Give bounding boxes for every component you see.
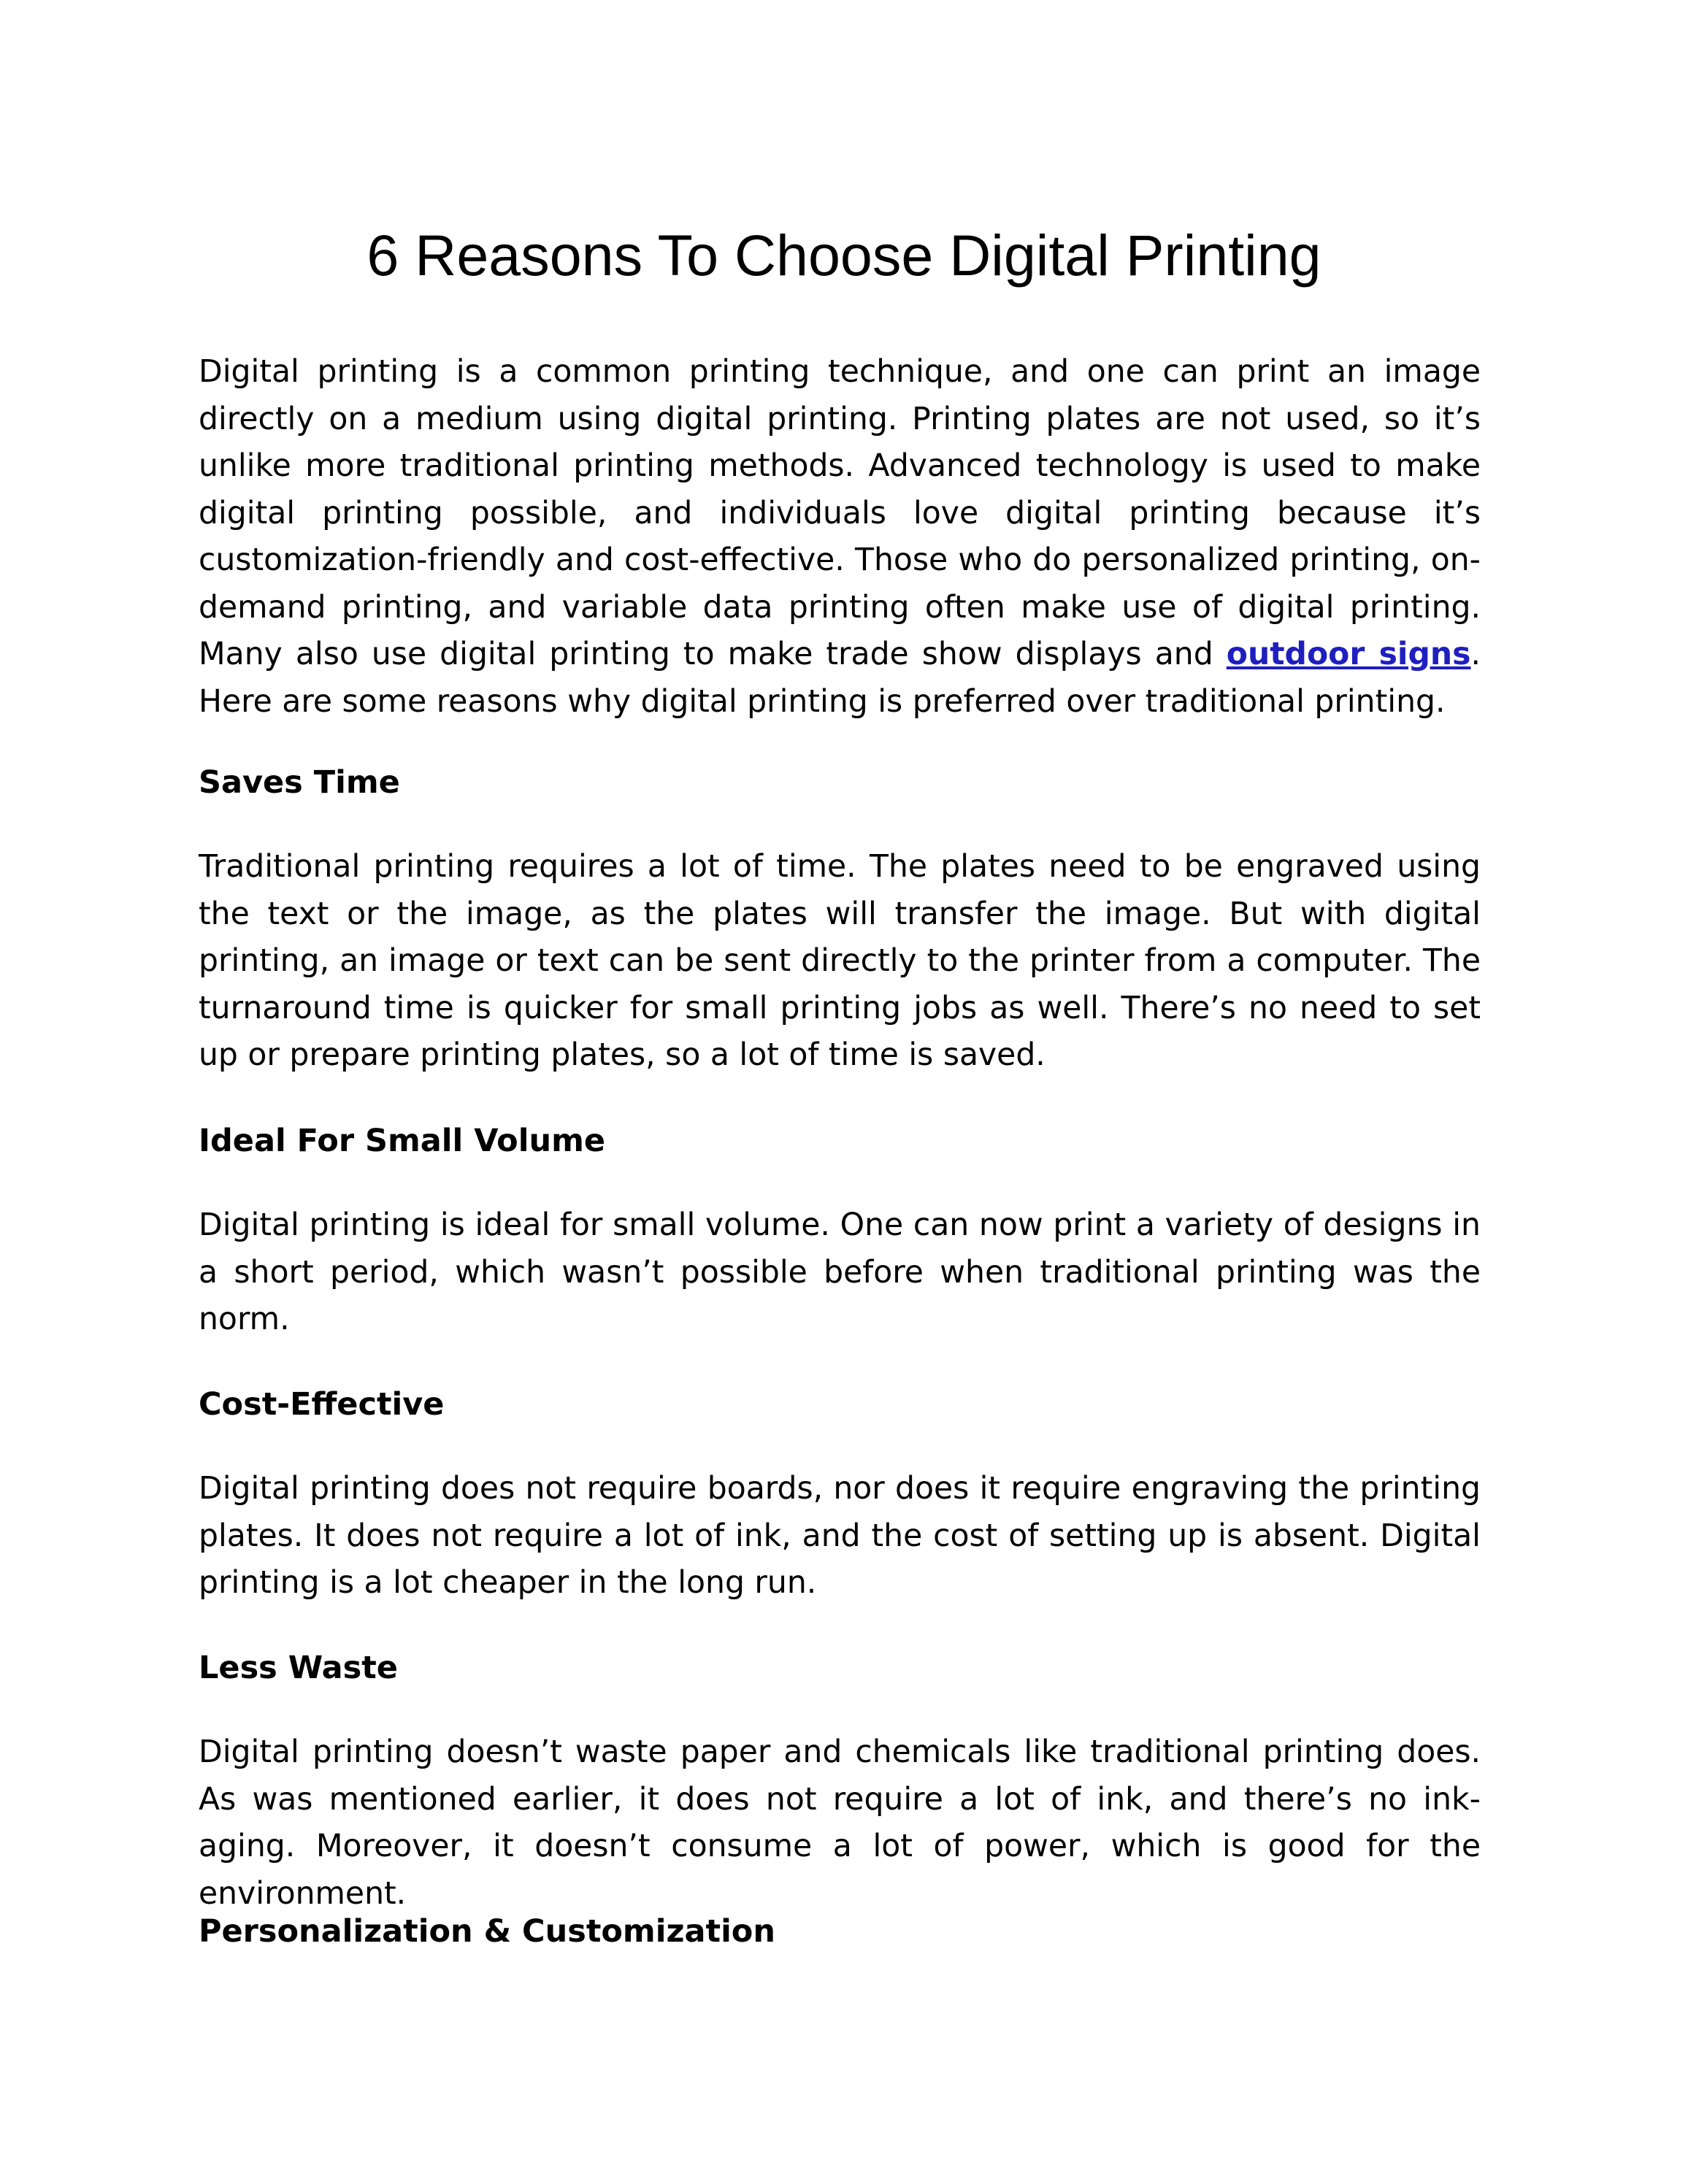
intro-paragraph (199, 349, 1481, 726)
section-heading-less-waste: Less Waste (199, 1650, 398, 1686)
section-body-ideal-for-small-volume: Digital printing is ideal for small volume. One can now print a variety of designs in a short period, which wasn’t possible before when traditional printing was the norm. (199, 1207, 1481, 1337)
outdoor-signs-link[interactable]: outdoor signs (1226, 637, 1471, 672)
intro-text-before-link: Digital printing is a common printing technique, and one can print an image directly on a medium using digital printing. Printing plates are not used, so it’s unlike more traditional printing methods. Advanced technology is used to make digital printing possible, and individuals love digital printing because it’s customization-friendly and cost-effective. Those who do personalized printing, on-demand printing, and variable data printing often make use of digital printing. Many also use digital printing to make trade show displays and (199, 354, 1481, 672)
intro-text-after-link: . Here are some reasons why digital printing is preferred over traditional printing. (199, 637, 1481, 720)
section-body-saves-time: Traditional printing requires a lot of time. The plates need to be engraved using the text or the image, as the plates will transfer the image. But with digital printing, an image or text can be sent directly to the printer from a computer. The turnaround time is quicker for small printing jobs as well. There’s no need to set up or prepare printing plates, so a lot of time is saved. (199, 849, 1481, 1073)
section-heading-saves-time: Saves Time (199, 764, 400, 801)
section-heading-personalization-customization: Personalization & Customization (199, 1913, 775, 1950)
section-heading-ideal-for-small-volume: Ideal For Small Volume (199, 1123, 606, 1159)
page-title: 6 Reasons To Choose Digital Printing (367, 223, 1321, 288)
section-body-less-waste: Digital printing doesn’t waste paper and chemicals like traditional printing does. As was mentioned earlier, it does not require a lot of ink, and there’s no ink-aging. Moreover, it doesn’t consume a lot of power, which is good for the environment. (199, 1734, 1481, 1912)
section-heading-cost-effective: Cost-Effective (199, 1386, 445, 1423)
section-body-cost-effective: Digital printing does not require boards, nor does it require engraving the printing plates. It does not require a lot of ink, and the cost of setting up is absent. Digital printing is a lot cheaper in the long run. (199, 1471, 1481, 1601)
